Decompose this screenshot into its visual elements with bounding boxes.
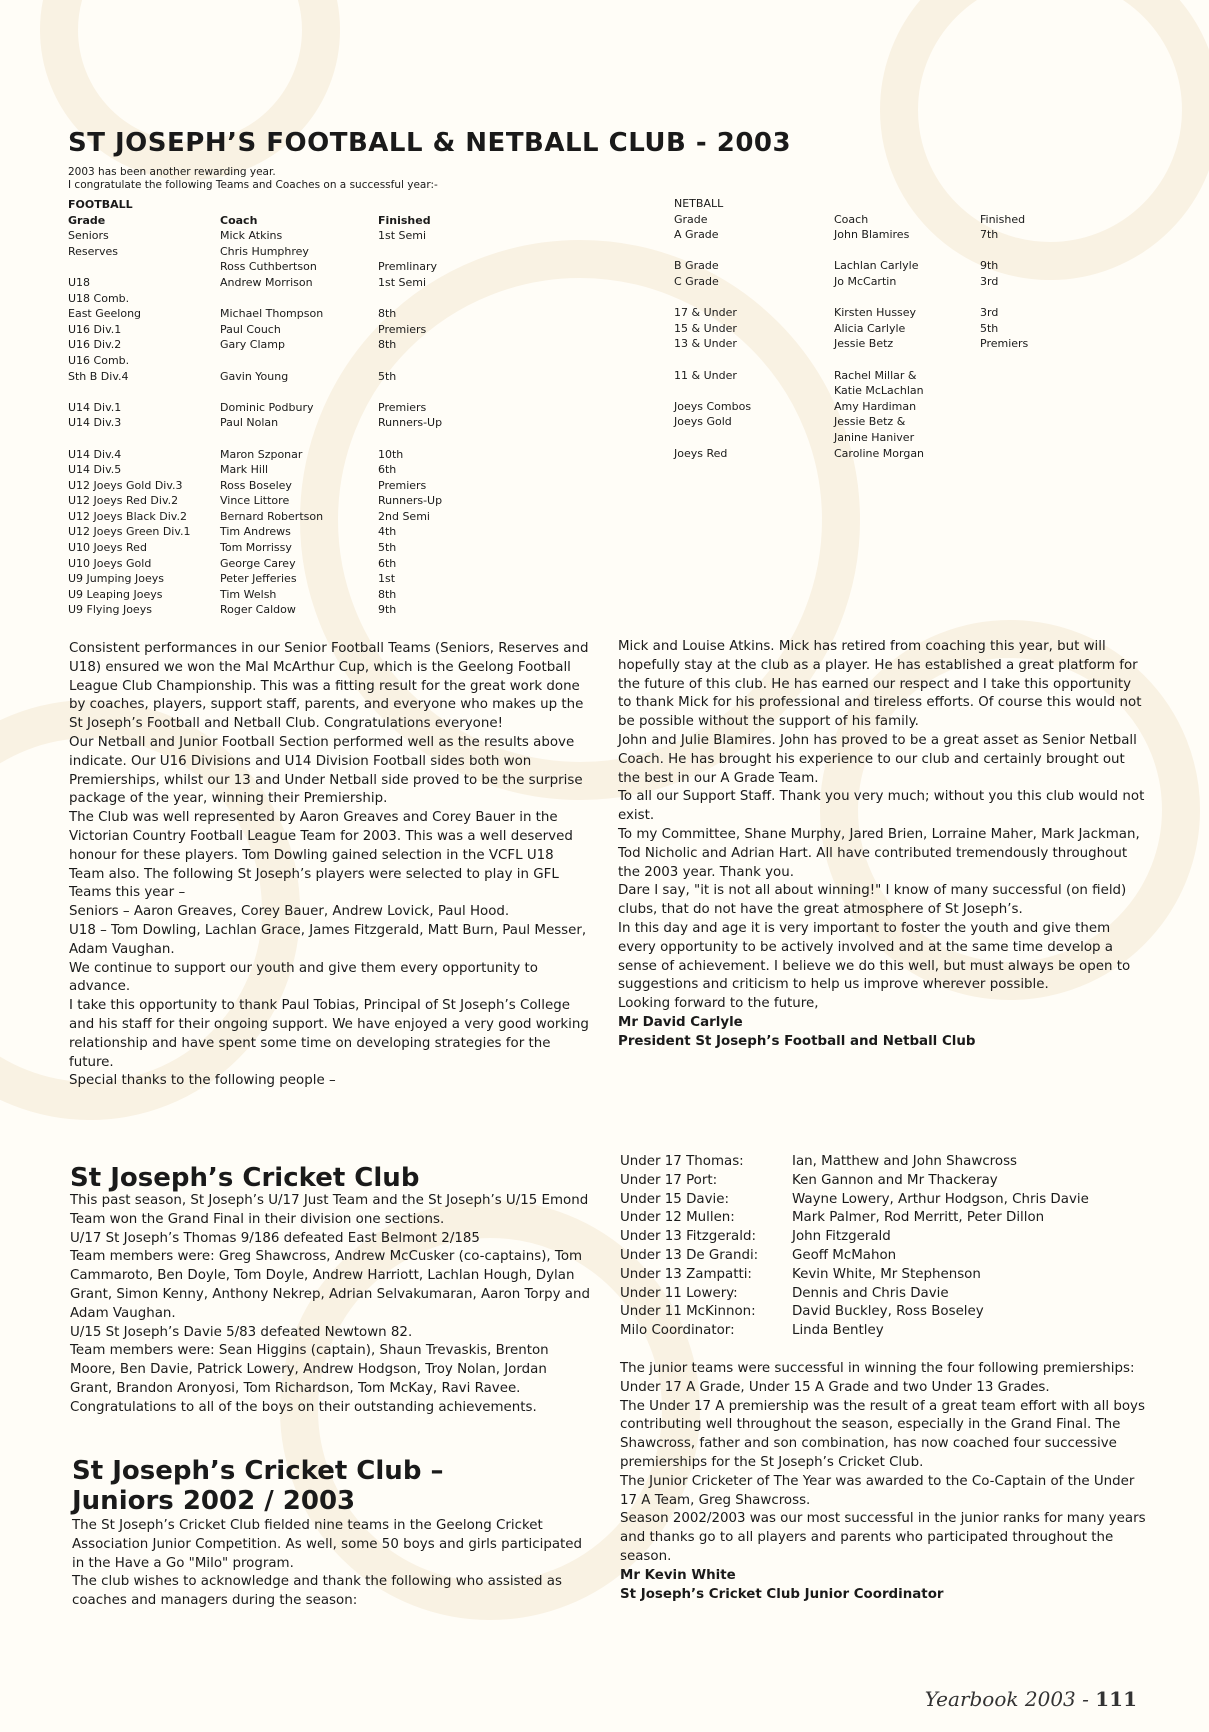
coach-cell: Tim Welsh [220, 587, 277, 601]
paragraph: The Junior Cricketer of The Year was awarded to the Co-Captain of the Under 17 A Team, Greg Shawcross. [620, 1473, 1135, 1508]
col-coach-header: Coach [220, 213, 258, 227]
names-cell: David Buckley, Ross Boseley [792, 1304, 984, 1320]
grade-cell: U18 [68, 275, 91, 289]
finished-cell: 10th [378, 447, 404, 461]
coach-cell: Alicia Carlyle [834, 321, 906, 335]
finished-cell: 6th [378, 556, 397, 570]
finished-cell: 6th [378, 463, 397, 477]
grade-cell: U14 Div.3 [68, 416, 122, 430]
signature-role: St Joseph’s Cricket Club Junior Coordinator [620, 1586, 944, 1602]
team-cell: Under 13 Fitzgerald: [620, 1229, 756, 1245]
coach-cell: Paul Couch [220, 322, 281, 336]
finished-cell: 8th [378, 338, 397, 352]
names-cell: John Fitzgerald [792, 1229, 891, 1245]
team-cell: Under 11 Lowery: [620, 1285, 738, 1301]
paragraph: Consistent performances in our Senior Football Teams (Seniors, Reserves and U18) ensured we won the Mal McArthur Cup, which is the Geelong Football League Club Championship. This was a fitting result for the great work done by coaches, players, support staff, parents, and everyone who makes up the St Joseph’s Football and Netball Club. Congratulations everyone! [69, 641, 589, 732]
grade-cell: B Grade [674, 259, 719, 273]
page-footer [925, 1687, 1137, 1711]
paragraph: We continue to support our youth and give them every opportunity to advance. [69, 960, 538, 995]
finished-cell: 9th [378, 603, 397, 617]
grade-cell: U12 Joeys Green Div.1 [68, 525, 191, 539]
grade-cell: U12 Joeys Red Div.2 [68, 494, 179, 508]
coach-cell: Gary Clamp [220, 338, 285, 352]
grade-cell: U16 Div.1 [68, 322, 122, 336]
grade-cell: 15 & Under [674, 321, 737, 335]
coach-cell: Gavin Young [220, 369, 289, 383]
coach-cell: Chris Humphrey [220, 244, 309, 258]
grade-cell: Sth B Div.4 [68, 369, 129, 383]
paragraph: Our Netball and Junior Football Section performed well as the results above indicate. Our U16 Divisions and U14 Division Football sides both won Premierships, whilst our 13 and Under Netball side proved to be the surprise package of the year, winning their Premiership. [69, 734, 583, 807]
team-cell: Under 17 Thomas: [620, 1154, 744, 1169]
premierships-body [620, 1360, 1150, 1604]
finished-cell: Premlinary [378, 260, 438, 274]
paragraph: Looking forward to the future, [618, 996, 819, 1012]
coach-cell: Andrew Morrison [220, 275, 313, 289]
paragraph: To my Committee, Shane Murphy, Jared Brien, Lorraine Maher, Mark Jackman, Tod Nicholic and Adrian Hart. All have contributed tremendously throughout the 2003 year. Thank you. [618, 826, 1140, 880]
grade-cell: U16 Div.2 [68, 338, 122, 352]
finished-cell: Runners-Up [378, 416, 443, 430]
paragraph: Dare I say, "it is not all about winning!" I know of many successful (on field) clubs, that do not have the great atmosphere of St Joseph’s. [618, 883, 1127, 918]
page-number: 111 [1095, 1687, 1137, 1711]
grade-cell: U18 Comb. [68, 291, 130, 305]
paragraph: Seniors – Aaron Greaves, Corey Bauer, Andrew Lovick, Paul Hood. [69, 904, 510, 920]
paragraph: The Under 17 A premiership was the result of a great team effort with all boys contributing well throughout the season, especially in the Grand Final. The Shawcross, father and son combination, has now coached four successive premierships for the St Joseph’s Cricket Club. [620, 1398, 1145, 1470]
team-cell: Under 17 Port: [620, 1172, 718, 1188]
coach-cell: Katie McLachlan [834, 384, 924, 398]
finished-cell: Runners-Up [378, 494, 443, 508]
coach-cell: Kirsten Hussey [834, 306, 917, 320]
names-cell: Geoff McMahon [792, 1247, 897, 1263]
finished-cell: 4th [378, 525, 397, 539]
team-cell: Under 12 Mullen: [620, 1210, 735, 1226]
paragraph: Mick and Louise Atkins. Mick has retired from coaching this year, but will hopefully stay at the club as a player. He has established a great platform for the future of this club. He has earned our respect and I take this opportunity to thank Mick for his professional and tireless efforts. Of course this would not be possible without the support of his family. [618, 639, 1142, 730]
finished-cell: 3rd [980, 274, 999, 288]
intro-line-2: I congratulate the following Teams and Coaches on a successful year:- [68, 179, 438, 191]
finished-cell: 2nd Semi [378, 509, 430, 523]
grade-cell: C Grade [674, 274, 719, 288]
finished-cell: Premiers [980, 337, 1029, 351]
col-grade-header: Grade [674, 212, 708, 226]
names-cell: Linda Bentley [792, 1323, 884, 1339]
paragraph: To all our Support Staff. Thank you very much; without you this club would not exist. [618, 789, 1145, 824]
grade-cell: Joeys Red [674, 446, 728, 460]
coach-cell: Lachlan Carlyle [834, 259, 919, 273]
cricket-body [70, 1192, 590, 1418]
juniors-heading [72, 1456, 443, 1516]
names-cell: Wayne Lowery, Arthur Hodgson, Chris Davie [792, 1191, 1089, 1207]
grade-cell: U10 Joeys Red [68, 541, 147, 555]
coach-cell: Janine Haniver [834, 430, 915, 444]
intro-line-1: 2003 has been another rewarding year. [68, 166, 276, 178]
names-cell: Ken Gannon and Mr Thackeray [792, 1172, 998, 1188]
coach-cell: George Carey [220, 556, 296, 570]
finished-cell: 9th [980, 259, 999, 273]
juniors-heading-line-1: St Joseph’s Cricket Club – [72, 1456, 444, 1486]
grade-cell: 17 & Under [674, 306, 737, 320]
finished-cell: 3rd [980, 306, 999, 320]
coach-cell: Tim Andrews [220, 525, 291, 539]
team-cell: Under 11 McKinnon: [620, 1304, 756, 1320]
paragraph: Team members were: Sean Higgins (captain), Shaun Trevaskis, Brenton Moore, Ben Davie, Patrick Lowery, Andrew Hodgson, Troy Nolan, Jordan Grant, Brandon Aronyosi, Tom Richardson, Tom McKay, Ravi Ravee. [70, 1343, 549, 1396]
grade-cell: A Grade [674, 228, 719, 242]
cricket-heading: St Joseph’s Cricket Club [70, 1163, 420, 1193]
coach-cell: Dominic Podbury [220, 400, 314, 414]
coach-cell: Mark Hill [220, 463, 269, 477]
names-cell: Ian, Matthew and John Shawcross [792, 1154, 1018, 1169]
coach-cell: Ross Cuthbertson [220, 260, 317, 274]
paragraph: The St Joseph’s Cricket Club fielded nine teams in the Geelong Cricket Association Junior Competition. As well, some 50 boys and girls participated in the Have a Go "Milo" program. [72, 1518, 583, 1571]
team-cell: Milo Coordinator: [620, 1323, 735, 1339]
paragraph: Season 2002/2003 was our most successful in the junior ranks for many years and thanks go to all players and parents who participated throughout the season. [620, 1511, 1146, 1564]
grade-cell: U16 Comb. [68, 353, 130, 367]
grade-cell: U12 Joeys Black Div.2 [68, 509, 187, 523]
grade-cell: U14 Div.5 [68, 463, 122, 477]
finished-cell: 5th [378, 541, 397, 555]
grade-cell: U14 Div.1 [68, 400, 122, 414]
coach-cell: Jessie Betz [834, 337, 894, 351]
team-cell: Under 15 Davie: [620, 1191, 729, 1207]
signature-name: Mr Kevin White [620, 1567, 736, 1583]
page-title: ST JOSEPH’S FOOTBALL & NETBALL CLUB - 2003 [68, 128, 792, 158]
coach-cell: Tom Morrissy [220, 541, 292, 555]
finished-cell: 1st Semi [378, 275, 427, 289]
finished-cell: 8th [378, 307, 397, 321]
names-cell: Dennis and Chris Davie [792, 1285, 949, 1301]
finished-cell: Premiers [378, 322, 427, 336]
coach-cell: Peter Jefferies [220, 572, 297, 586]
juniors-heading-line-2: Juniors 2002 / 2003 [72, 1486, 356, 1516]
grade-cell: Joeys Gold [674, 415, 732, 429]
names-cell: Mark Palmer, Rod Merritt, Peter Dillon [792, 1210, 1045, 1226]
coach-cell: Jessie Betz & [834, 415, 906, 429]
grade-cell: U9 Flying Joeys [68, 603, 152, 617]
finished-cell: Premiers [378, 478, 427, 492]
paragraph: U/17 St Joseph’s Thomas 9/186 defeated East Belmont 2/185 [70, 1230, 480, 1246]
paragraph: Team members were: Greg Shawcross, Andrew McCusker (co-captains), Tom Cammaroto, Ben Doyle, Tom Doyle, Andrew Harriott, Lachlan Hough, Dylan Grant, Simon Kenny, Anthony Nekrep, Adrian Selvakumaran, Aaron Torpy and Adam Vaughan. [70, 1249, 590, 1321]
paragraph: U18 – Tom Dowling, Lachlan Grace, James Fitzgerald, Matt Burn, Paul Messer, Adam Vaughan. [69, 922, 587, 957]
paragraph: U/15 St Joseph’s Davie 5/83 defeated Newtown 82. [70, 1324, 413, 1340]
grade-cell: 13 & Under [674, 337, 737, 351]
names-cell: Kevin White, Mr Stephenson [792, 1266, 981, 1282]
grade-cell: U10 Joeys Gold [68, 556, 152, 570]
paragraph: Congratulations to all of the boys on their outstanding achievements. [70, 1399, 537, 1415]
coach-cell: Caroline Morgan [834, 446, 925, 460]
paragraph: I take this opportunity to thank Paul Tobias, Principal of St Joseph’s College and his staff for their ongoing support. We have enjoyed a very good working relationship and have spent some time on developing strategies for the future. [69, 998, 589, 1070]
paragraph: This past season, St Joseph’s U/17 Just Team and the St Joseph’s U/15 Emond Team won the Grand Final in their division one sections. [70, 1193, 589, 1227]
footer-separator: - [1082, 1687, 1089, 1711]
coach-cell: Maron Szponar [220, 447, 303, 461]
grade-cell: U9 Jumping Joeys [68, 572, 164, 586]
team-cell: Under 13 Zampatti: [620, 1266, 752, 1282]
coach-cell: John Blamires [834, 228, 910, 242]
coach-cell: Rachel Millar & [834, 368, 917, 382]
grade-cell: Seniors [68, 229, 109, 243]
coach-cell: Paul Nolan [220, 416, 279, 430]
paragraph: The Club was well represented by Aaron Greaves and Corey Bauer in the Victorian Country Football League Team for 2003. This was a well deserved honour for these players. Tom Dowling gained selection in the VCFL U18 Team also. The following St Joseph’s players were selected to play in GFL Teams this year – [69, 810, 573, 901]
grade-cell: Joeys Combos [674, 399, 752, 413]
footer-label: Yearbook 2003 [924, 1687, 1076, 1711]
coach-cell: Ross Boseley [220, 478, 292, 492]
signature-name: Mr David Carlyle [618, 1014, 743, 1030]
paragraph: John and Julie Blamires. John has proved to be a great asset as Senior Netball Coach. He has brought his experience to our club and certainly brought out the best in our A Grade Team. [618, 732, 1137, 786]
coach-cell: Mick Atkins [220, 229, 283, 243]
paragraph: The junior teams were successful in winning the four following premierships: Under 17 A Grade, Under 15 A Grade and two Under 13 Grades. [620, 1361, 1135, 1395]
coach-cell: Roger Caldow [220, 603, 296, 617]
finished-cell: 5th [378, 369, 397, 383]
col-grade-header: Grade [68, 213, 106, 227]
report-left-column [69, 640, 589, 1091]
grade-cell: Reserves [68, 244, 118, 258]
finished-cell: 8th [378, 587, 397, 601]
finished-cell: Premiers [378, 400, 427, 414]
grade-cell: U14 Div.4 [68, 447, 122, 461]
col-coach-header: Coach [834, 212, 869, 226]
finished-cell: 1st [378, 572, 396, 586]
team-cell: Under 13 De Grandi: [620, 1247, 759, 1263]
grade-cell: East Geelong [68, 307, 142, 321]
paragraph: The club wishes to acknowledge and thank the following who assisted as coaches and managers during the season: [72, 1574, 562, 1609]
paragraph: Special thanks to the following people – [69, 1073, 336, 1089]
col-finished-header: Finished [980, 212, 1026, 226]
signature-role: President St Joseph’s Football and Netball Club [618, 1033, 976, 1049]
grade-cell: 11 & Under [674, 368, 737, 382]
coach-cell: Vince Littore [220, 494, 290, 508]
finished-cell: 7th [980, 228, 999, 242]
paragraph: In this day and age it is very important to foster the youth and give them every opportunity to be actively involved and at the same time develop a sense of achievement. I believe we do this well, but must always be open to suggestions and criticism to help us improve wherever possible. [618, 920, 1131, 993]
report-right-column [618, 638, 1148, 1052]
coach-cell: Amy Hardiman [834, 399, 917, 413]
coach-cell: Jo McCartin [834, 274, 897, 288]
coach-cell: Michael Thompson [220, 307, 324, 321]
finished-cell: 1st Semi [378, 229, 427, 243]
grade-cell: U12 Joeys Gold Div.3 [68, 478, 183, 492]
grade-cell: U9 Leaping Joeys [68, 587, 163, 601]
juniors-body [72, 1517, 592, 1611]
finished-cell: 5th [980, 321, 999, 335]
coach-cell: Bernard Robertson [220, 509, 324, 523]
col-finished-header: Finished [378, 213, 431, 227]
intro-text [68, 166, 438, 192]
